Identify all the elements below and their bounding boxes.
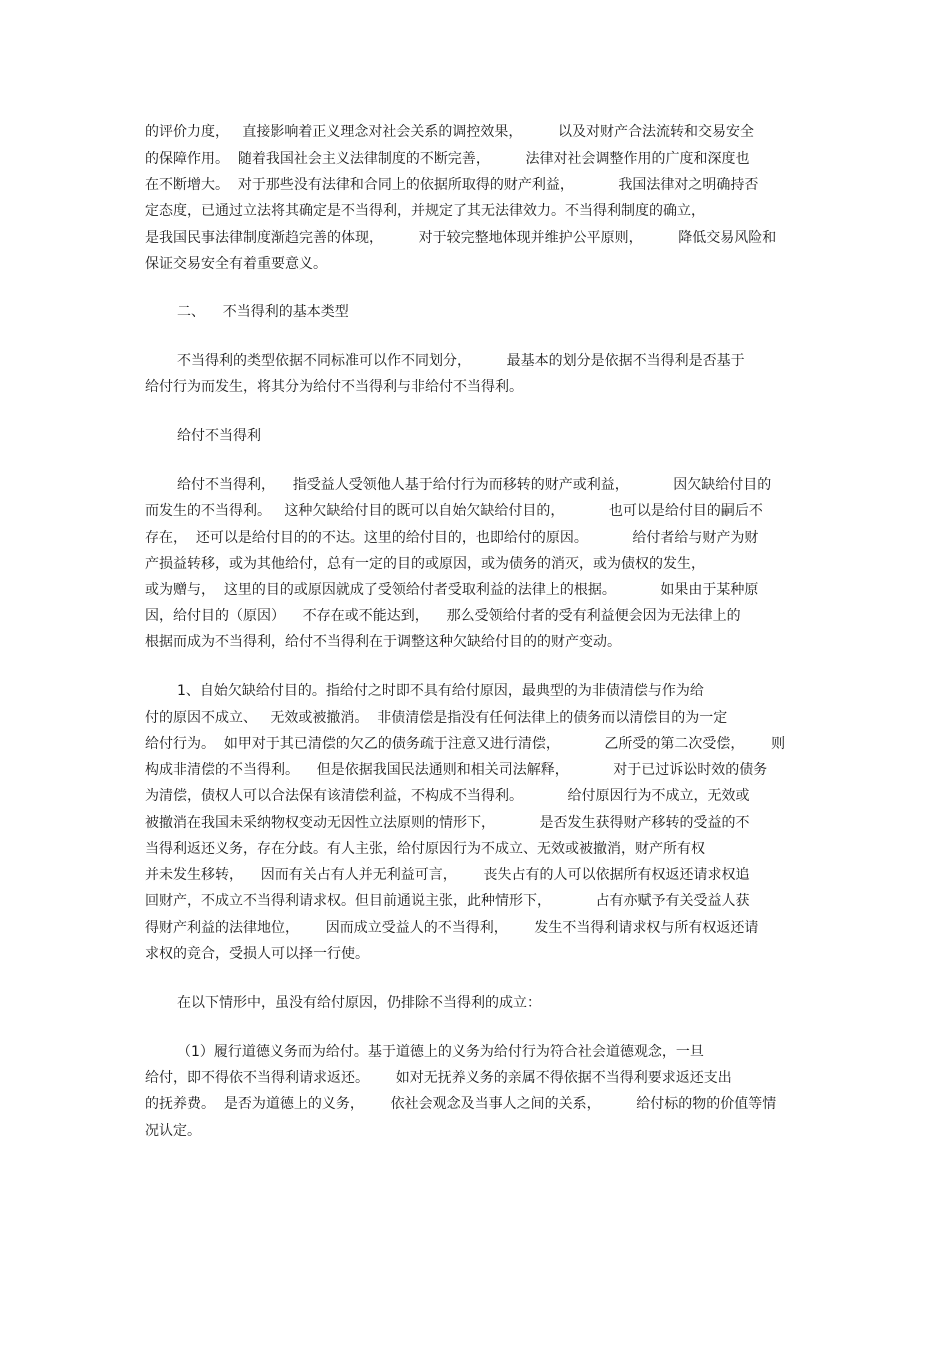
section-heading: 二、 不当得利的基本类型 [177, 304, 349, 320]
text-line: （1）履行道德义务而为给付。基于道德上的义务为给付行为符合社会道德观念，一旦 [177, 1044, 704, 1060]
text-line: 在以下情形中，虽没有给付原因，仍排除不当得利的成立： [177, 995, 541, 1011]
text-line: 给付行为而发生，将其分为给付不当得利与非给付不当得利。 [145, 379, 523, 395]
text-line: 回财产，不成立不当得利请求权。但目前通说主张，此种情形下， 占有亦赋予有关受益人获 [145, 893, 750, 909]
text-line: 给付，即不得依不当得利请求返还。 如对无抚养义务的亲属不得依据不当得利要求返还支出 [145, 1070, 732, 1086]
text-line: 付的原因不成立、 无效或被撤消。 非债清偿是指没有任何法律上的债务而以清偿目的为一定 [145, 710, 728, 726]
subsection-heading: 给付不当得利 [177, 428, 261, 444]
text-line: 得财产利益的法律地位， 因而成立受益人的不当得利， 发生不当得利请求权与所有权返还请 [145, 920, 759, 936]
text-line: 存在， 还可以是给付目的的不达。这里的给付目的，也即给付的原因。 给付者给与财产为财 [145, 530, 759, 546]
text-line: 为清偿，债权人可以合法保有该清偿利益，不构成不当得利。 给付原因行为不成立，无效或 [145, 788, 750, 804]
text-line: 当得利返还义务，存在分歧。有人主张，给付原因行为不成立、无效或被撤消，财产所有权 [145, 841, 705, 857]
text-line: 产损益转移，或为其他给付，总有一定的目的或原因，或为债务的消灭，或为债权的发生， [145, 556, 705, 572]
text-line: 因，给付目的（原因） 不存在或不能达到， 那么受领给付者的受有利益便会因为无法律上的 [145, 608, 741, 624]
text-line: 并未发生移转， 因而有关占有人并无利益可言， 丧失占有的人可以依据所有权返还请求权追 [145, 867, 750, 883]
text-line: 定态度，已通过立法将其确定是不当得利，并规定了其无法律效力。不当得利制度的确立， [145, 203, 705, 219]
text-line: 的保障作用。 随着我国社会主义法律制度的不断完善， 法律对社会调整作用的广度和深度也 [145, 151, 750, 167]
text-line: 或为赠与， 这里的目的或原因就成了受领给付者受取利益的法律上的根据。 如果由于某种原 [145, 582, 759, 598]
text-line: 被撤消在我国未采纳物权变动无因性立法原则的情形下， 是否发生获得财产移转的受益的不 [145, 815, 750, 831]
text-line: 保证交易安全有着重要意义。 [145, 256, 327, 272]
text-line: 给付不当得利， 指受益人受领他人基于给付行为而移转的财产或利益， 因欠缺给付目的 [177, 477, 772, 493]
text-line: 而发生的不当得利。 这种欠缺给付目的既可以自始欠缺给付目的， 也可以是给付目的嗣后不 [145, 503, 763, 519]
text-line: 根据而成为不当得利，给付不当得利在于调整这种欠缺给付目的的财产变动。 [145, 634, 621, 650]
text-line: 的评价力度， 直接影响着正义理念对社会关系的调控效果， 以及对财产合法流转和交易安全 [145, 124, 754, 140]
text-line: 况认定。 [145, 1123, 201, 1139]
text-line: 构成非清偿的不当得利。 但是依据我国民法通则和相关司法解释， 对于已过诉讼时效的债务 [145, 762, 768, 778]
text-line: 1、自始欠缺给付目的。指给付之时即不具有给付原因，最典型的为非债清偿与作为给 [177, 683, 704, 699]
text-line: 在不断增大。 对于那些没有法律和合同上的依据所取得的财产利益， 我国法律对之明确持否 [145, 177, 759, 193]
text-line: 求权的竞合，受损人可以择一行使。 [145, 946, 369, 962]
text-line: 是我国民事法律制度渐趋完善的体现， 对于较完整地体现并维护公平原则， 降低交易风险和 [145, 230, 777, 246]
text-line: 给付行为。 如甲对于其已清偿的欠乙的债务疏于注意又进行清偿， 乙所受的第二次受偿， 则 [145, 736, 786, 752]
text-line: 的抚养费。 是否为道德上的义务， 依社会观念及当事人之间的关系， 给付标的物的价值等情 [145, 1096, 777, 1112]
text-line: 不当得利的类型依据不同标准可以作不同划分， 最基本的划分是依据不当得利是否基于 [177, 353, 745, 369]
